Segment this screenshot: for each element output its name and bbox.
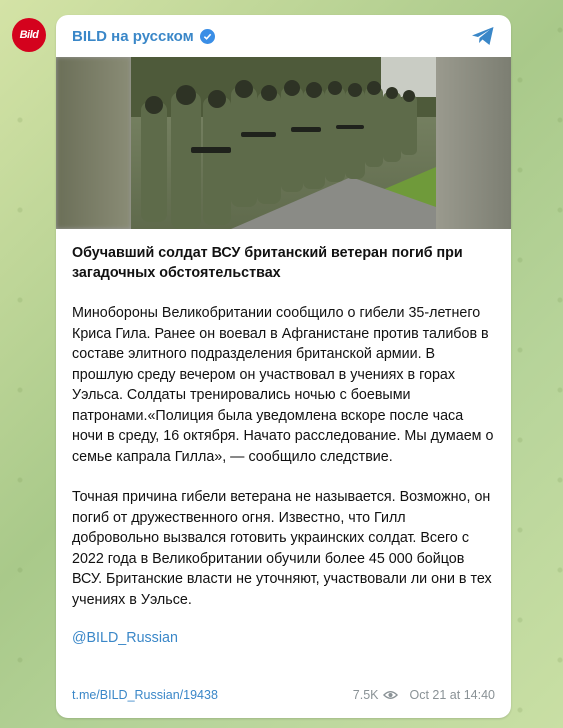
channel-avatar[interactable] — [12, 18, 46, 52]
post-title: Обучавший солдат ВСУ британский ветеран погиб при загадочных обстоятельствах — [72, 245, 463, 281]
post-date: Oct 21 at 14:40 — [409, 688, 495, 702]
views-count: 7.5K — [352, 688, 379, 702]
eye-icon — [383, 690, 398, 700]
message-header — [56, 15, 511, 57]
verified-check-icon — [200, 29, 215, 44]
soldiers-photo — [131, 57, 436, 229]
post-paragraph-1: Минобороны Великобритании сообщило о гибели 35-летнего Криса Гила. Ранее он воевал в Афганистане против талибов в составе элитного подразделения британской армии. В прошлую среду вечером он участвовал в учениях в горах Уэльса. Солдаты тренировались ночью с боевыми патронами.«Полиция была уведомлена вскоре после часа ночи в среду, 16 октября. Начато расследование. Мы думаем о семье капрала Гилла», — сообщило следствие. — [72, 305, 494, 465]
post-photo[interactable] — [56, 57, 511, 229]
post-meta — [353, 688, 495, 702]
telegram-share-icon[interactable] — [471, 26, 495, 46]
post-paragraph-2: Точная причина гибели ветерана не называется. Возможно, он погиб от дружественного огня. Известно, что Гилл добровольно вызвался готовить украинских солдат. Всего с 2022 года в Великобритании обучили более 45 000 бойцов ВСУ. Британские власти не уточняют, участвовали ли они в тех учениях в Уэльсе. — [72, 489, 492, 608]
photo-blur-left — [56, 57, 131, 229]
avatar-logo-text: Bild — [19, 29, 39, 41]
message-footer — [72, 686, 495, 704]
photo-blur-right — [436, 57, 511, 229]
message-card — [56, 15, 511, 718]
channel-name[interactable]: BILD на русском — [72, 27, 194, 45]
post-link[interactable]: t.me/BILD_Russian/19438 — [72, 688, 218, 702]
channel-mention-link[interactable]: @BILD_Russian — [72, 630, 178, 646]
